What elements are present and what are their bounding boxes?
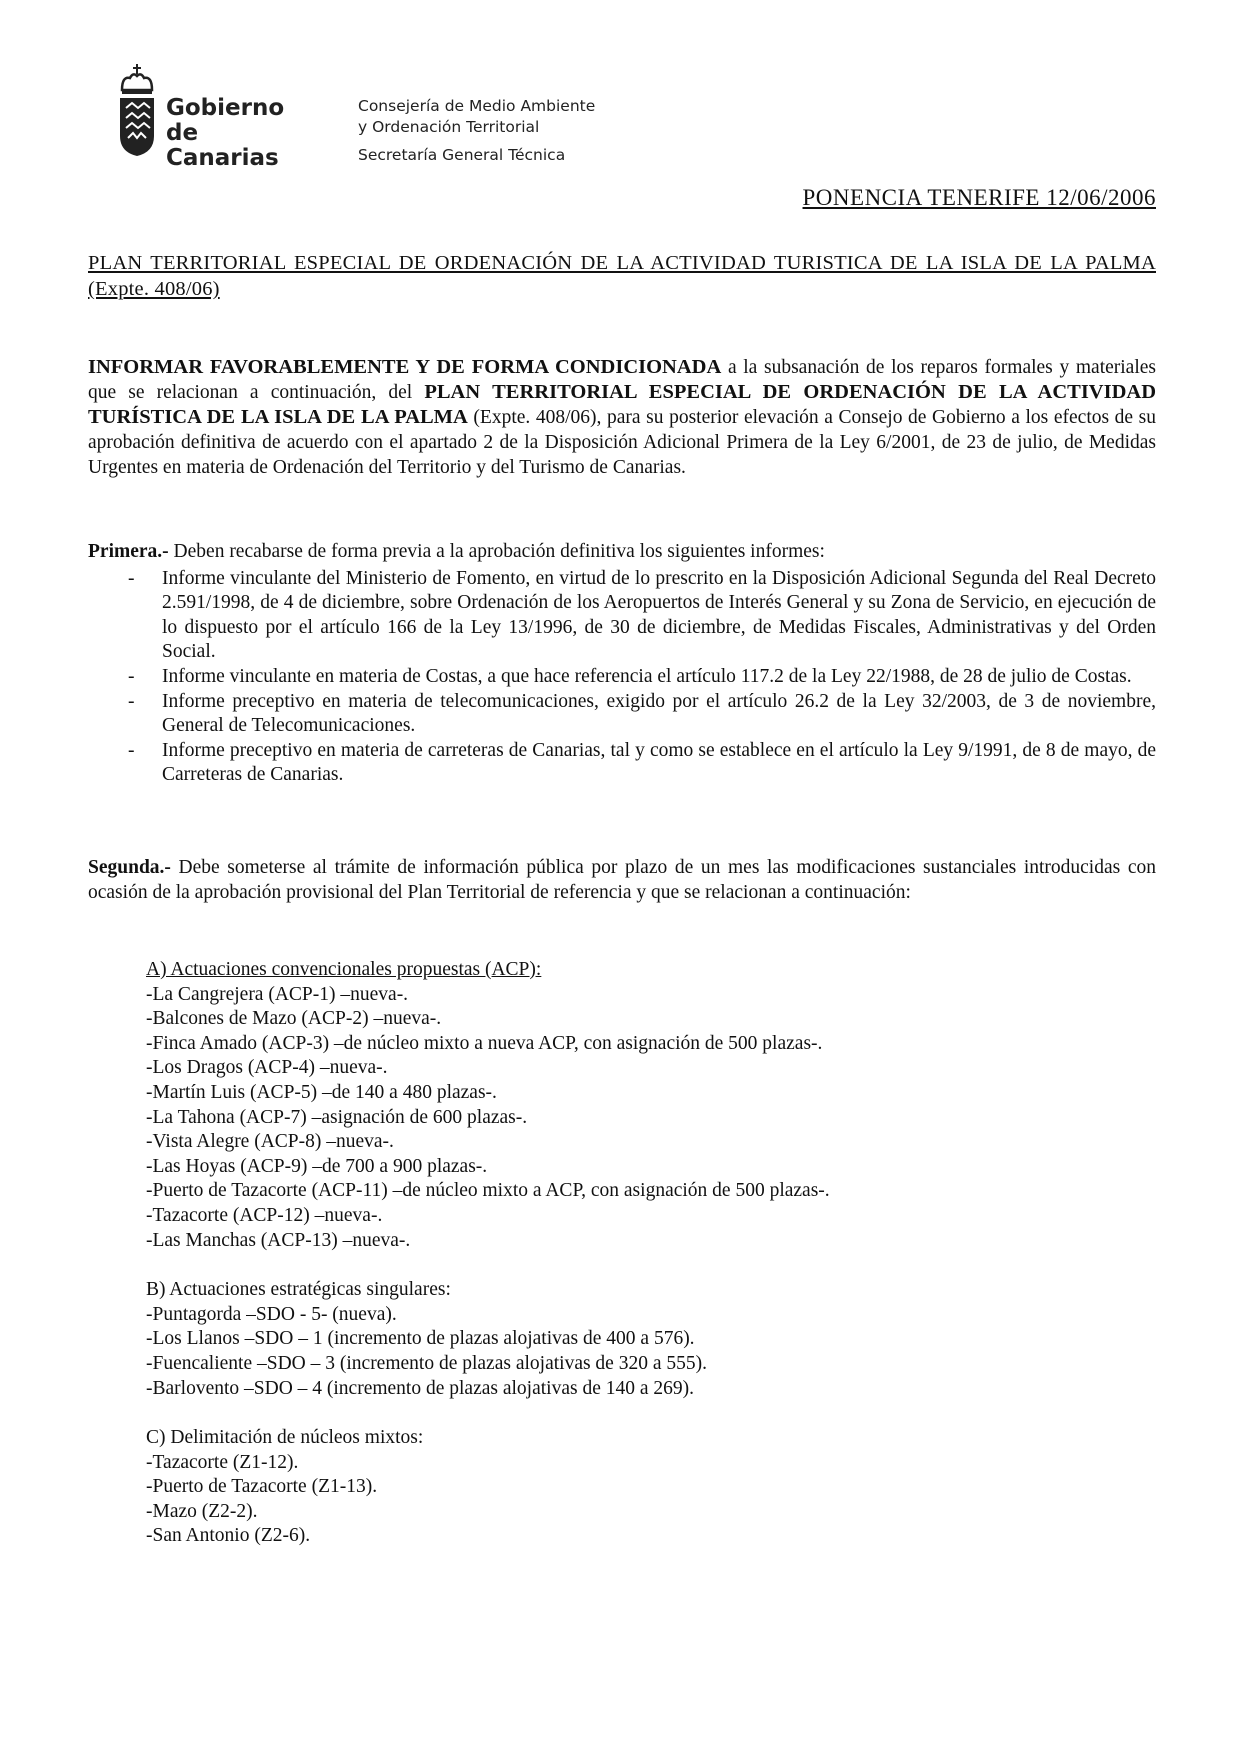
group-c-heading: C) Delimitación de núcleos mixtos: <box>146 1427 424 1449</box>
group-b <box>146 1278 1046 1401</box>
list-item: -La Tahona (ACP-7) –asignación de 600 plazas-. <box>146 1106 528 1128</box>
list-item: -Las Manchas (ACP-13) –nueva-. <box>146 1229 411 1251</box>
intro-text-1: a la subsanación de los reparos formales y materiales que se relacionan a continuación, del <box>88 357 1156 403</box>
list-item: -Puntagorda –SDO - 5- (nueva). <box>146 1303 397 1325</box>
list-item: -La Cangrejera (ACP-1) –nueva-. <box>146 983 409 1005</box>
list-item: -Fuencaliente –SDO – 3 (incremento de plazas alojativas de 320 a 555). <box>146 1352 707 1374</box>
group-b-heading: B) Actuaciones estratégicas singulares: <box>146 1279 451 1301</box>
segunda-text: Debe someterse al trámite de información pública por plazo de un mes las modificaciones sustanciales introducidas con ocasión de la aprobación provisional del Plan Territorial de referencia y que se relacionan a continuación: <box>88 857 1156 903</box>
list-item: -Balcones de Mazo (ACP-2) –nueva-. <box>146 1008 442 1030</box>
list-item: - Informe preceptivo en materia de carreteras de Canarias, tal y como se establece en el artículo la Ley 9/1991, de 8 de mayo, de Carreteras de Canarias. <box>88 739 1156 788</box>
group-a-heading: A) Actuaciones convencionales propuestas (ACP): <box>146 959 542 980</box>
primera-label: Primera.- <box>88 541 169 562</box>
logo-text <box>166 96 312 171</box>
primera-lead <box>88 540 1156 565</box>
logo-line-1: Gobierno <box>166 95 285 121</box>
list-item: -Finca Amado (ACP-3) –de núcleo mixto a nueva ACP, con asignación de 500 plazas-. <box>146 1032 823 1054</box>
list-item: -Los Llanos –SDO – 1 (incremento de plazas alojativas de 400 a 576). <box>146 1328 695 1350</box>
intro-bold-2: PLAN TERRITORIAL ESPECIAL DE ORDENACIÓN DE LA ACTIVIDAD TURÍSTICA DE LA ISLA DE LA PALMA <box>88 381 1157 428</box>
list-item: -Puerto de Tazacorte (ACP-11) –de núcleo mixto a ACP, con asignación de 500 plazas-. <box>146 1180 830 1202</box>
section-primera <box>88 540 1156 788</box>
list-item: - Informe vinculante del Ministerio de Fomento, en virtud de lo prescrito en la Disposición Adicional Segunda del Real Decreto 2.591/1998, de 4 de diciembre, sobre Ordenación de los Aeropuertos de Interés General y su Zona de Servicio, en ejecución de lo dispuesto por el artículo 166 de la Ley 13/1996, de 30 de diciembre, de Medidas Fiscales, Administrativas y del Orden Social. <box>88 567 1156 665</box>
list-item: -Vista Alegre (ACP-8) –nueva-. <box>146 1131 394 1153</box>
crown-shield-icon <box>116 62 158 157</box>
dept-line-2: y Ordenación Territorial <box>358 118 540 136</box>
department-block <box>358 96 595 166</box>
list-item: -Barlovento –SDO – 4 (incremento de plazas alojativas de 140 a 269). <box>146 1377 695 1399</box>
intro-paragraph <box>88 355 1156 480</box>
primera-list <box>88 567 1156 788</box>
list-item: -Tazacorte (ACP-12) –nueva-. <box>146 1204 383 1226</box>
segunda-label: Segunda.- <box>88 857 171 878</box>
list-item: - Informe preceptivo en materia de telecomunicaciones, exigido por el artículo 26.2 de la Ley 32/2003, de 3 de noviembre, General de Telecomunicaciones. <box>88 690 1156 739</box>
list-item: -San Antonio (Z2-6). <box>146 1525 311 1547</box>
plan-title: PLAN TERRITORIAL ESPECIAL DE ORDENACIÓN DE LA ACTIVIDAD TURISTICA DE LA ISLA DE LA PALMA (Expte. 408/06) <box>88 252 1156 300</box>
dept-line-3: Secretaría General Técnica <box>358 146 566 164</box>
list-item: -Los Dragos (ACP-4) –nueva-. <box>146 1057 388 1079</box>
primera-lead-text: Deben recabarse de forma previa a la aprobación definitiva los siguientes informes: <box>168 541 825 562</box>
list-item: -Mazo (Z2-2). <box>146 1500 258 1522</box>
gobierno-canarias-logo <box>112 62 312 171</box>
list-item: -Las Hoyas (ACP-9) –de 700 a 900 plazas-. <box>146 1155 488 1177</box>
list-item: -Tazacorte (Z1-12). <box>146 1451 299 1473</box>
dept-line-1: Consejería de Medio Ambiente <box>358 97 596 115</box>
list-item: - Informe vinculante en materia de Costas, a que hace referencia el artículo 117.2 de la Ley 22/1988, de 28 de julio de Costas. <box>88 665 1156 690</box>
group-c <box>146 1426 1046 1549</box>
intro-bold-1: INFORMAR FAVORABLEMENTE Y DE FORMA CONDICIONADA <box>88 356 722 378</box>
list-item: -Martín Luis (ACP-5) –de 140 a 480 plazas-. <box>146 1081 497 1103</box>
intro-text-2: (Expte. 408/06), para su posterior elevación a Consejo de Gobierno a los efectos de su aprobación definitiva de acuerdo con el apartado 2 de la Disposición Adicional Primera de la Ley 6/2001, de 23 de julio, de Medidas Urgentes en materia de Ordenación del Territorio y del Turismo de Canarias. <box>88 407 1156 478</box>
modifications-lists <box>146 958 1046 1574</box>
group-a <box>146 958 1046 1253</box>
logo-line-2: de Canarias <box>166 120 279 171</box>
list-item: -Puerto de Tazacorte (Z1-13). <box>146 1476 378 1498</box>
section-segunda <box>88 856 1156 906</box>
ponencia-heading: PONENCIA TENERIFE 12/06/2006 <box>802 185 1156 210</box>
